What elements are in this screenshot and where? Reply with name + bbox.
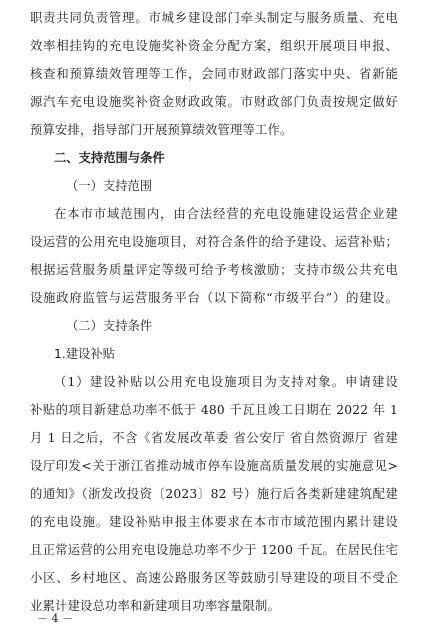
subsection-heading: （二）支持条件 <box>66 319 153 333</box>
subsection-heading: （一）支持范围 <box>66 179 153 193</box>
paragraph-3-line: 补贴的项目新建总功率不低于 480 千瓦且竣工日期在 2022 年 1 <box>30 403 398 417</box>
paragraph-3-line: （1）建设补贴以公用充电设施项目为支持对象。申请建设 <box>54 375 398 389</box>
section-heading: 二、支持范围与条件 <box>54 151 165 165</box>
paragraph-1-line: 源汽车充电设施奖补资金财政政策。市财政部门负责按规定做好 <box>30 95 398 109</box>
paragraph-3-line: 设厅印发<关于浙江省推动城市停车设施高质量发展的实施意见> <box>30 459 398 473</box>
paragraph-3-line: 业累计建设总功率和新建项目功率容量限制。 <box>30 599 280 613</box>
paragraph-1-line: 预算安排，指导部门开展预算绩效管理等工作。 <box>30 123 293 137</box>
paragraph-1-line: 核查和预算绩效管理等工作，会同市财政部门落实中央、省新能 <box>30 67 398 81</box>
page-number: － 4 － <box>37 612 73 625</box>
paragraph-2-line: 在本市市域范围内，由合法经营的充电设施建设运营企业建 <box>54 207 398 221</box>
paragraph-2-line: 设施政府监管与运营服务平台（以下简称“市级平台”）的建设。 <box>30 291 398 305</box>
paragraph-3-line: 且正常运营的公用充电设施总功率不少于 1200 千瓦。在居民住宅 <box>30 543 398 557</box>
paragraph-2-line: 根据运营服务质量评定等级可给予考核激励；支持市级公共充电 <box>30 263 398 277</box>
paragraph-3-line: 的通知》（浙发改投资〔2023〕82 号）施行后各类新建建筑配建 <box>30 487 398 501</box>
item-heading: 1.建设补贴 <box>54 347 115 361</box>
paragraph-3-line: 的充电设施。建设补贴申报主体要求在本市市域范围内累计建设 <box>30 515 398 529</box>
paragraph-1-line: 职责共同负责管理。市城乡建设部门牵头制定与服务质量、充电 <box>30 11 398 25</box>
paragraph-3-line: 月 1 日之后，不含《省发展改革委 省公安厅 省自然资源厅 省建 <box>30 431 398 445</box>
paragraph-2-line: 设运营的公用充电设施项目，对符合条件的给予建设、运营补贴； <box>30 235 398 249</box>
paragraph-3-line: 小区、乡村地区、高速公路服务区等鼓励引导建设的项目不受企 <box>30 571 398 585</box>
paragraph-1-line: 效率相挂钩的充电设施奖补资金分配方案，组织开展项目申报、 <box>30 39 398 53</box>
